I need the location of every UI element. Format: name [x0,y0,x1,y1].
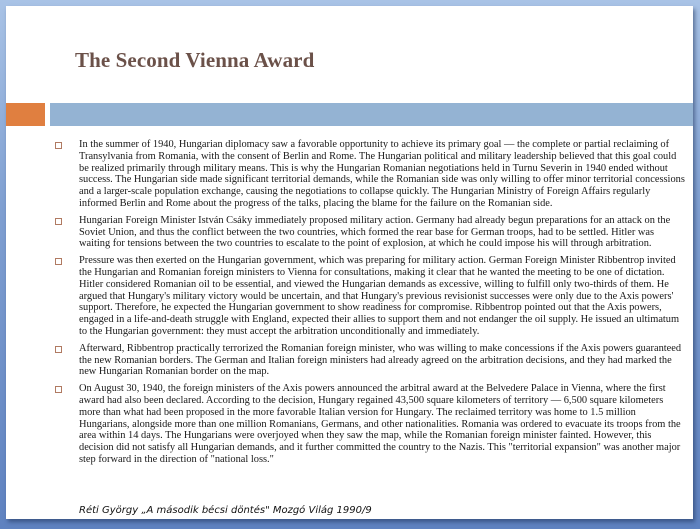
square-bullet-icon [55,346,62,353]
square-bullet-icon [55,386,62,393]
bullet-text: On August 30, 1940, the foreign ministers of the Axis powers announced the arbitral award at the Belvedere Palace in Vienna, where the first award had also been declared. According to the decision, Hungary regained 43,500 square kilometers of territory — 6,500 square kilometers more than what had been proposed in the more favorable Italian version for Hungary. The reclaimed territory was home to 1.5 million Hungarians, alongside more than one million Romanians, Germans, and other nationalities. Romania was ordered to evacuate its troops from the area within 14 days. The Hungarians were overjoyed when they saw the map, while the Romanian foreign minister fainted. However, this decision did not satisfy all Hungarian demands, and it further committed the country to the Nazis. This "territorial expansion" was another major step forward in the direction of "national loss." [79,383,681,465]
accent-bar-orange [6,103,45,126]
slide-title: The Second Vienna Award [75,48,315,72]
bullet-item [52,255,687,338]
square-bullet-icon [55,142,62,149]
bullet-item [52,383,687,466]
source-citation: Réti György „A második bécsi döntés" Mozgó Világ 1990/9 [79,505,372,516]
bullet-text: In the summer of 1940, Hungarian diplomacy saw a favorable opportunity to achieve its primary goal — the complete or partial reclaiming of Transylvania from Romania, with the consent of Berlin and Rome. The Hungarian political and military leadership believed that this goal could be realized primarily through military means. This is why the Hungarian Romanian negotiations held in Turnu Severin in 1940 ended without success. The Hungarian side made significant territorial demands, while the Romanian side was only willing to offer minor territorial concessions and a larger-scale population exchange, causing the negotiations to collapse quickly. The Hungarian Ministry of Foreign Affairs regularly informed Berlin and Rome about the progress of the talks, placing the blame for the failure on the Romanian side. [79,139,685,209]
bullet-text: Hungarian Foreign Minister István Csáky immediately proposed military action. Germany had already begun preparations for an attack on the Soviet Union, and thus the conflict between the two countries, which formed the rear base for German troops, had to be settled. Hitler was waiting for tensions between the two countries to escalate to the point of explosion, at which he could impose his will through arbitration. [79,214,671,250]
bullet-item [52,215,687,250]
accent-bar-blue [50,103,693,126]
square-bullet-icon [55,218,62,225]
bullet-item [52,139,687,210]
bullet-text: Pressure was then exerted on the Hungarian government, which was preparing for military action. German Foreign Minister Ribbentrop invited the Hungarian and Romanian foreign ministers to Vienna for consultations, making it clear that he wanted the meeting to be one of dictation. Hitler considered Romanian oil to be essential, and viewed the Hungarian demands as excessive, willing to fulfill only two-thirds of them. He argued that Hungary's military victory would be uncertain, and that Hungary's previous revisionist successes were only due to the Axis powers' support. Therefore, he expected the Hungarian government to show readiness for compromise. Ribbentrop pointed out that the Axis powers, engaged in a life-and-death struggle with England, expected their allies to support them and not endanger the oil supply. He issued an ultimatum to the Hungarian government: they must accept the arbitration unconditionally and immediately. [79,255,680,337]
bullet-text: Afterward, Ribbentrop practically terrorized the Romanian foreign minister, who was willing to make concessions if the Axis powers guaranteed the new Romanian borders. The German and Italian foreign ministers had already agreed on the arbitration decisions, and they had marked the new Hungarian Romanian border on the map. [79,342,682,378]
bullet-item [52,343,687,378]
bullet-list [52,139,687,471]
slide [6,6,693,519]
square-bullet-icon [55,258,62,265]
